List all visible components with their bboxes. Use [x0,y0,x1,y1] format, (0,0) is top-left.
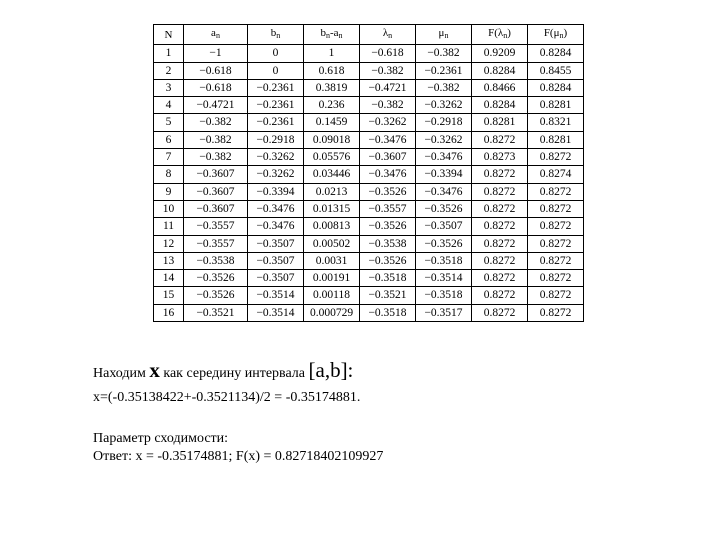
table-row [154,149,584,166]
table-cell: −0.2918 [416,114,472,131]
table-cell: −0.3476 [248,200,304,217]
table-cell: −0.2361 [248,97,304,114]
table-body [154,45,584,322]
table-cell: 0.8281 [528,97,584,114]
table-row [154,287,584,304]
table-cell: 0.8272 [472,218,528,235]
table-cell: −0.3514 [248,287,304,304]
table-cell: −0.3507 [416,218,472,235]
table-cell: −0.3262 [416,131,472,148]
table-cell: 0.8272 [472,131,528,148]
table-row [154,235,584,252]
table-cell: −0.3526 [184,287,248,304]
table-cell: 0.8272 [472,235,528,252]
table-cell: −0.3521 [184,304,248,321]
table-cell: −0.3514 [416,270,472,287]
table-cell: 6 [154,131,184,148]
table-cell: 0.8281 [472,114,528,131]
header-n: N [154,25,184,45]
table-row [154,131,584,148]
midpoint-heading [93,358,353,383]
table-cell: 0.8272 [472,304,528,321]
table-cell: 0.8272 [472,270,528,287]
table-cell: −0.3507 [248,270,304,287]
table-cell: −0.3507 [248,252,304,269]
table-cell: 0.8272 [528,270,584,287]
table-cell: −0.382 [360,97,416,114]
table-cell: −0.3607 [184,183,248,200]
table-cell: −0.3262 [248,166,304,183]
table-cell: −0.3476 [416,149,472,166]
table-cell: −0.3526 [360,183,416,200]
table-cell: −0.618 [184,62,248,79]
table-cell: 1 [304,45,360,62]
table-cell: −0.2361 [248,114,304,131]
table-cell: −0.3557 [184,235,248,252]
table-row [154,252,584,269]
table-cell: 0.8321 [528,114,584,131]
table-cell: −0.3557 [184,218,248,235]
header-b-minus-a: $b_n-a_n$ [304,25,360,45]
heading-interval: [a,b]: [308,358,354,382]
table-cell: 0.8284 [472,97,528,114]
table-row [154,166,584,183]
table-cell: 0.8466 [472,79,528,96]
table-cell: −0.4721 [184,97,248,114]
table-cell: 0.8272 [472,166,528,183]
table-cell: −1 [184,45,248,62]
table-cell: 9 [154,183,184,200]
table-cell: −0.3607 [360,149,416,166]
table-cell: −0.3526 [416,235,472,252]
table-cell: 0.236 [304,97,360,114]
table-cell: 0.8272 [528,287,584,304]
table-cell: −0.3476 [248,218,304,235]
table-cell: 5 [154,114,184,131]
table-cell: −0.3518 [360,304,416,321]
table-row [154,114,584,131]
table-cell: 0.8281 [528,131,584,148]
table-cell: −0.3518 [416,252,472,269]
heading-variable-x: x [149,358,160,382]
table-row [154,200,584,217]
convergence-parameter: Параметр сходимости: [93,431,229,446]
table-cell: −0.3517 [416,304,472,321]
header-f-mu: $F(\mu_n)$ [528,25,584,45]
table-cell: −0.382 [184,131,248,148]
table-row [154,97,584,114]
table-cell: −0.3262 [360,114,416,131]
table-cell: −0.3394 [416,166,472,183]
table-cell: 0.09018 [304,131,360,148]
table-cell: 1 [154,45,184,62]
header-mu: $\mu_n$ [416,25,472,45]
table-row [154,62,584,79]
table-cell: 0.8455 [528,62,584,79]
heading-prefix: Находим [93,366,150,381]
table-cell: −0.3526 [416,200,472,217]
header-f-lambda: $F(\lambda_n)$ [472,25,528,45]
table-cell: 3 [154,79,184,96]
table-cell: −0.3262 [416,97,472,114]
table-cell: −0.3557 [360,200,416,217]
table-cell: −0.3538 [360,235,416,252]
table-cell: −0.2361 [416,62,472,79]
table-cell: 7 [154,149,184,166]
table-cell: 0.3819 [304,79,360,96]
table-cell: −0.382 [184,149,248,166]
table-cell: −0.3518 [416,287,472,304]
table-cell: 0.00813 [304,218,360,235]
table-cell: −0.382 [416,79,472,96]
table-cell: −0.3476 [360,166,416,183]
table-cell: 8 [154,166,184,183]
table-cell: 0.618 [304,62,360,79]
table-cell: 14 [154,270,184,287]
header-lambda: $\lambda_n$ [360,25,416,45]
table-cell: 0.8272 [528,200,584,217]
table-cell: 0.8272 [472,287,528,304]
table-row [154,79,584,96]
table-cell: 2 [154,62,184,79]
table-cell: 0.8272 [528,183,584,200]
table-cell: −0.3538 [184,252,248,269]
header-a: $a_n$ [184,25,248,45]
table-cell: 0 [248,62,304,79]
table-cell: −0.3518 [360,270,416,287]
table-cell: 10 [154,200,184,217]
table-cell: −0.618 [184,79,248,96]
table-row [154,218,584,235]
table-cell: 0.8284 [528,45,584,62]
table-cell: 0.8284 [472,62,528,79]
table-cell: −0.3526 [360,218,416,235]
table-cell: −0.3476 [416,183,472,200]
midpoint-formula: x=(-0.35138422+-0.3521134)/2 = -0.35174881. [93,390,361,405]
table-cell: −0.3476 [360,131,416,148]
table-cell: −0.2361 [248,79,304,96]
table-cell: 0.8272 [528,252,584,269]
table-cell: 0.0031 [304,252,360,269]
table-cell: −0.3394 [248,183,304,200]
iteration-table [153,24,584,322]
table-cell: −0.3526 [184,270,248,287]
table-cell: −0.3607 [184,166,248,183]
table-cell: 0.8272 [528,218,584,235]
answer-line: Ответ: x = -0.35174881; F(x) = 0.82718402109927 [93,449,384,464]
table-cell: 0.00118 [304,287,360,304]
header-b: $b_n$ [248,25,304,45]
table-cell: 0.03446 [304,166,360,183]
table-cell: −0.382 [416,45,472,62]
table-cell: 0.9209 [472,45,528,62]
table-cell: 0 [248,45,304,62]
table-cell: 15 [154,287,184,304]
table-cell: 0.8274 [528,166,584,183]
table-cell: 0.1459 [304,114,360,131]
table-cell: 0.8273 [472,149,528,166]
table-cell: 0.8272 [472,252,528,269]
table-row [154,45,584,62]
table-cell: 0.000729 [304,304,360,321]
table-cell: 0.8284 [528,79,584,96]
table-cell: −0.382 [184,114,248,131]
table-cell: −0.4721 [360,79,416,96]
table-cell: −0.3526 [360,252,416,269]
table-cell: 0.00502 [304,235,360,252]
table-cell: 13 [154,252,184,269]
table-cell: 0.8272 [472,183,528,200]
table-cell: 12 [154,235,184,252]
table-cell: 16 [154,304,184,321]
table-header-row [154,25,584,45]
table-cell: −0.2918 [248,131,304,148]
table-cell: 0.00191 [304,270,360,287]
table-cell: 0.0213 [304,183,360,200]
table-cell: −0.3607 [184,200,248,217]
table-cell: 0.8272 [528,235,584,252]
table-cell: −0.382 [360,62,416,79]
table-cell: 0.8272 [528,149,584,166]
table-row [154,270,584,287]
table-cell: 0.8272 [528,304,584,321]
table-cell: −0.3514 [248,304,304,321]
table-cell: 11 [154,218,184,235]
table-cell: 0.05576 [304,149,360,166]
table-cell: 0.01315 [304,200,360,217]
heading-middle: как середину интервала [159,366,309,381]
table-cell: −0.3521 [360,287,416,304]
table-row [154,183,584,200]
table-cell: −0.3507 [248,235,304,252]
table-row [154,304,584,321]
table-cell: −0.3262 [248,149,304,166]
table-cell: 0.8272 [472,200,528,217]
table-cell: 4 [154,97,184,114]
table-cell: −0.618 [360,45,416,62]
